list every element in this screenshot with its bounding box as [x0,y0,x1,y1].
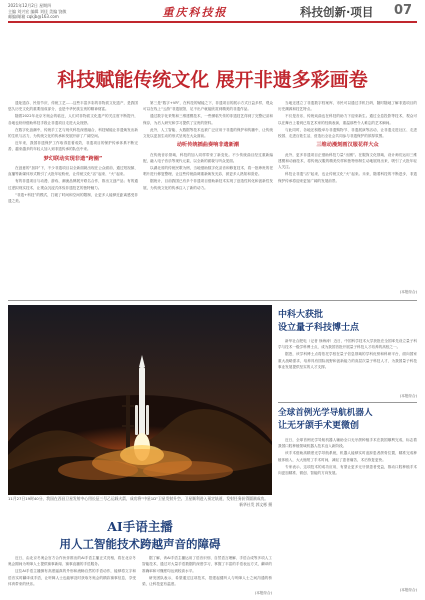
side-article-2-author: (本报综合) [399,588,417,592]
photo-caption [8,496,272,516]
paragraph: 近日，全球首例光学导航机器人辅助全口无牙颌种植手术在我国顺利完成，标志着我国口腔种植领域机器人技术迈入新阶段。 [278,438,417,449]
paragraph: 据了解，该AI手语主播运用了语音识别、自然语言理解、手语合成等多项人工智能技术，通过对大量手语数据的深度学习，掌握了丰富的手语表达方式，翻译的准确率和可懂度均达到较高水平。 [142,556,272,573]
paragraph: 近年来，我国非遗保护工作取得显著成效，非遗项目的保护传承体系不断完善，越来越多的年轻人加入到非遗传承的队伍中来。 [8,141,138,152]
paragraph: 通过数字化采集和三维建模技术，一些濒临失传的非遗技艺得到了完整记录和保存，为后人研究和学习提供了宝贵的资料。 [143,114,273,125]
paragraph: 以湖北省的传统民歌为例，当地借助数字化录音和修复技术，将一批珍贵的老唱片进行修复整理，让这些传统曲调重新焕发光彩，被更多人熟知和喜爱。 [143,166,273,177]
page-number: 07 [394,3,413,18]
paragraph: 据悉，该学科博士点将依托学校在量子信息领域的学科优势和科研平台，面向国家重大战略需求，培养具有国际视野和创新能力的高层次量子科技人才，为我国量子科技事业发展提供坚实的人才支撑。 [278,352,417,369]
section-title: 科技创新·项目 [300,5,374,19]
caption-text: 11月27日19时40分，我国在西昌卫星发射中心用长征三号乙运载火箭，成功将“中星1D”卫星发射升空。卫星顺利进入预定轨道，发射任务获得圆满成功。 [8,496,269,501]
paragraph: 专家表示，这项技术的成功应用，有望让更多无牙颌患者受益，推动口腔种植手术向更加精准、微创、智能的方向发展。 [278,464,417,476]
divider [278,402,417,403]
paragraph: 在创意的“加持”下，不少非遗项目以全新面貌出现在公众面前，通过短视频、直播等新媒体形式吸引了大批年轻粉丝，让传统文化“活”起来、“火”起来。 [8,166,138,177]
subheading: 动听传统插曲奏响非遗新潮 [176,142,240,149]
main-headline: 科技赋能传统文化 展开非遗多彩画卷 [57,69,368,91]
rocket-launch-image [8,305,272,495]
paragraph: 科技让非遗“活”起来，也让传统文化“火”起来。未来，随着科技的不断进步，非遗保护传承将迎来更加广阔的发展前景。 [278,172,417,183]
paragraph: 第三是“数字+VR”，在科技的赋能之下，非遗项目的展示方式日益多样，观众可以在线上“云游”非遗展馆，足不出户就能欣赏到精美的非遗作品。 [143,101,273,112]
side-article-1-subtitle: 设立量子科技博士点 [278,323,360,333]
paragraph: 与此同时，各地还积极举办非遗购物节、非遗展演等活动，让非遗走进社区、走进校园、走进百姓生活，营造出全社会共同参与非遗保护的浓厚氛围。 [278,127,417,139]
header-rule [8,21,417,23]
side-article-2-subtitle: 让无牙颌手术更微创 [278,421,360,431]
bottom-article-col2 [142,555,272,591]
main-article-col1 [8,100,138,296]
date-line: 2021年12月2日 星期四 [8,3,52,8]
paragraph: 近日，由北京冬奥会官方合作伙伴推出的AI手语主播正式亮相，将在北京冬奥会期间为听障人士提供赛事新闻、赛事直播的手语服务。 [8,556,136,567]
editor-line: 主编 刘兴宏 编辑 刘佳 美编 饶敏 [8,8,67,14]
paragraph: 遗址遗存、民俗节庆、传统工艺……这些丰富多彩的非物质文化遗产，是我国悠久历史文化的重要组成部分，也是中华民族宝贵的精神财富。 [8,101,138,112]
paragraph: 此外，人工智能、大数据等技术也被广泛应用于非遗的保护和传播中，让传统文化以更加生动的形式呈现在大众面前。 [143,127,273,139]
paragraph: 在传统音乐领域，科技的加入同样带来了新变化。不少传统曲目经过重新编配，融入电子音乐等现代元素，以全新的面貌与听众见面。 [143,152,273,163]
paragraph: 该手术借助高精度光学导航系统，机器人能够实时追踪患者颌骨位置，精准完成种植体植入，大大缩短了手术时间，减轻了患者痛苦，术后恢复更快。 [278,451,417,462]
paragraph: 这位AI手语主播拥有高度逼真的外形和流畅自然的手语动作，能够将文字和语音实时翻译成手语，让听障人士也能够及时获取冬奥会的精彩赛事信息，享受体育带来的快乐。 [8,569,136,586]
paragraph: 研发团队表示，希望通过这项技术，搭建起健听人与听障人士之间沟通的桥梁，让科技更有温度。 [142,575,272,586]
side-article-2-body [278,437,417,585]
email-line: 邮编/邮箱 cqkjb@163.com [8,14,59,19]
paragraph: 新华社合肥电（记者 徐海涛）近日，中国科学技术大学获批在全国率先设立量子科学与技术一级学科博士点，成为我国首批开展量子科技人才培养的高校之一。 [278,339,417,350]
paragraph: 有的非遗项目与动漫、游戏、潮流品牌展开联名合作，推出文创产品；有的通过虚拟现实技术，让观众沉浸式体验非遗技艺的独特魅力。 [8,179,138,190]
bottom-article-author: (本报综合) [254,591,272,595]
subheading: 梦幻联动实现非遗“跨圈” [43,155,103,162]
paragraph: 不仅是音乐，传统戏曲也在科技的助力下迎来新生。通过全息投影等技术，观众可以在舞台上看到已故艺术家的经典表演，重温那些令人难忘的艺术瞬间。 [278,114,417,125]
side-article-1-body [278,338,417,394]
paragraph: 在数字化浪潮中，传统手工艺与现代科技深度融合，科技赋能让非遗焕发出新的生机与活力，为传统文化的传承和发展开辟了广阔空间。 [8,127,138,139]
rocket-launch-photo [8,305,272,495]
bottom-headline-2: 用人工智能技术跨越声音的障碍 [59,537,221,551]
subheading: 三维动漫刻画汉服花样大众 [316,142,379,149]
bottom-article-col1 [8,555,136,597]
paragraph: 随着2022年北京冬奥会的临近，人们对非物质文化遗产的关注度不断提升，各地也纷纷借助科技手段让非遗项目走进大众视野。 [8,114,138,125]
bottom-headline-1: AI手语主播 [107,519,173,534]
paragraph: “非遗+科技”的模式，打破了时间和空间的限制，让更多人能够近距离感受非遗之美。 [8,192,138,204]
main-article-col3 [278,100,417,290]
masthead: 重庆科技报 [162,6,228,19]
side-article-1-author: (本报综合) [399,394,417,398]
main-article-author: (本报综合) [399,290,417,294]
side-article-2-title: 全球首例光学导航机器人 [278,408,373,418]
divider [8,300,417,301]
paragraph: 此外，更多非遗项目正借助科技力量“出圈”。在服饰文化领域，设计师们运用三维建模和动画技术，将传统汉服的精美纹样和独特形制生动地展现出来，吸引了大批年轻人关注。 [278,152,417,170]
side-article-1-title: 中科大获批 [278,310,324,320]
paragraph: 据统计，目前我国已有多个非遗项目借助新技术实现了创造性转化和创新性发展，为传统文化的传承注入了新的动力。 [143,179,273,190]
paragraph: 当地还建立了非遗数字档案库，市民可以通过手机扫码，随时随地了解非遗项目的历史渊源和技艺特点。 [278,101,417,112]
photo-credit: 新华社发 郭文彬 摄 [239,501,272,507]
main-article-col2 [143,100,273,296]
